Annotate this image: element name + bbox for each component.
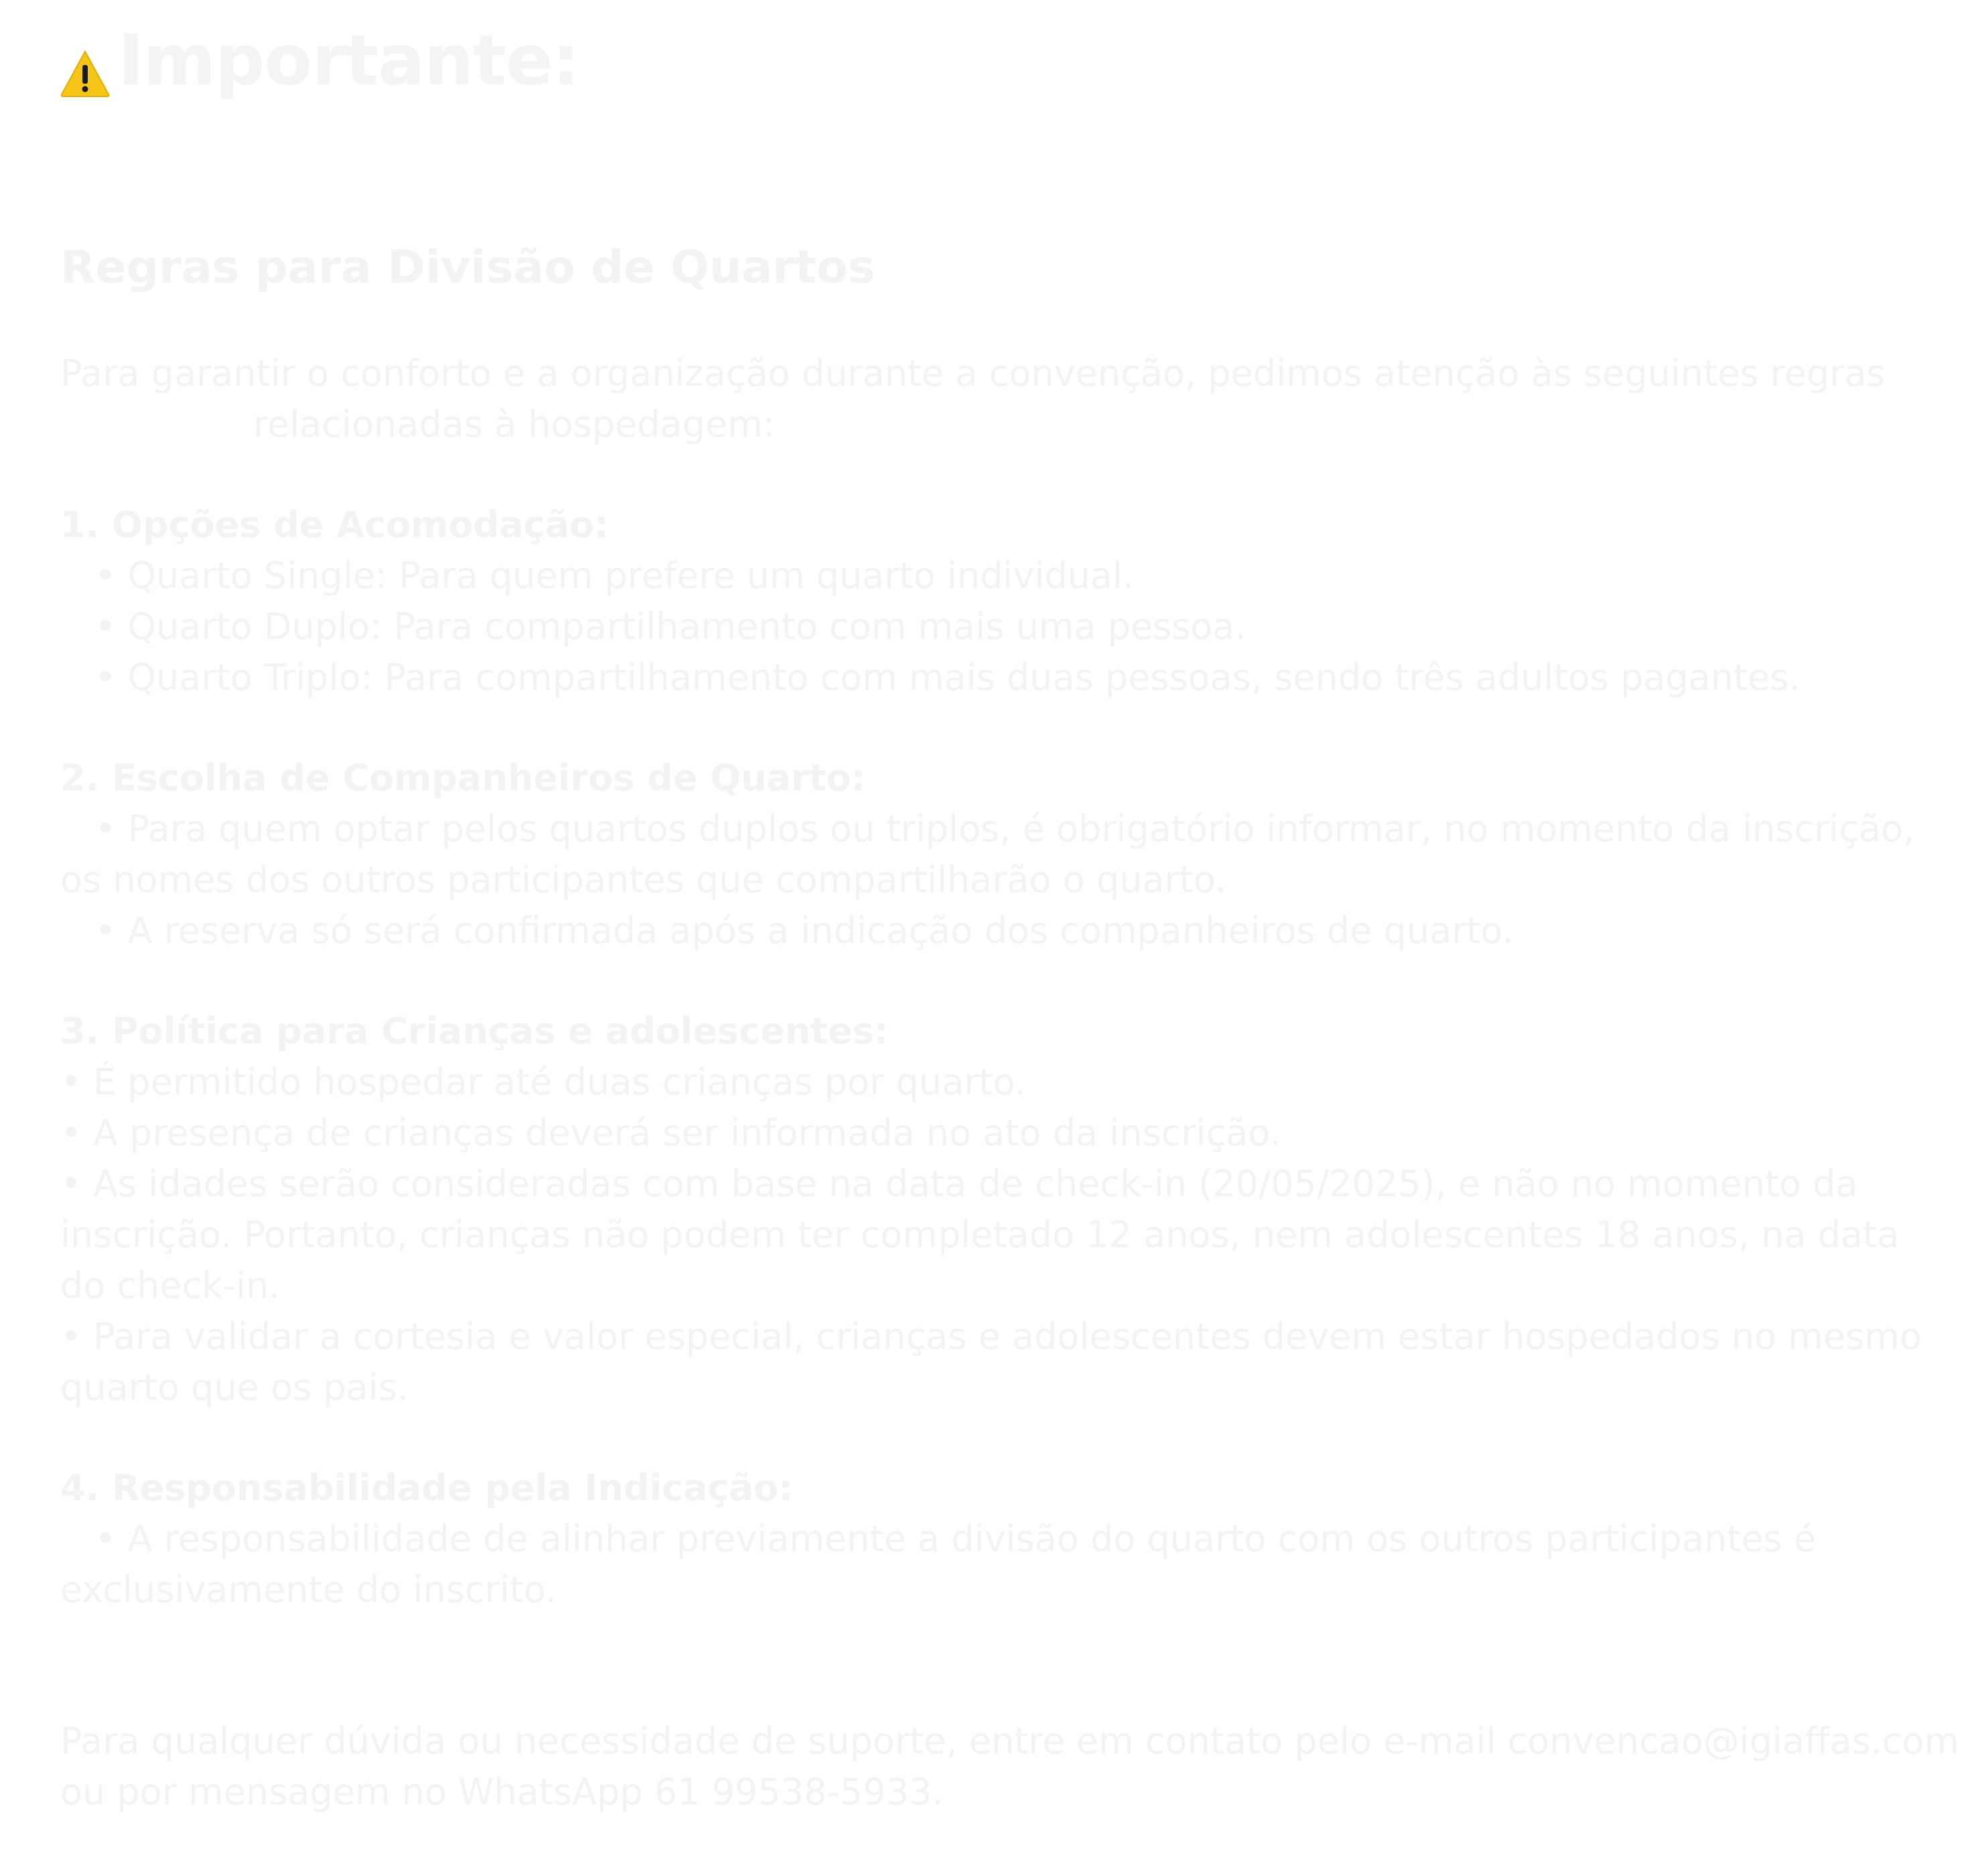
warning-icon — [60, 49, 110, 98]
list-item: • Quarto Single: Para quem prefere um quarto individual. — [60, 555, 1134, 597]
contact-line-2: ou por mensagem no WhatsApp 61 99538-5933. — [60, 1771, 944, 1813]
list-item: • Quarto Triplo: Para compartilhamento com mais duas pessoas, sendo três adultos pagantes. — [60, 656, 1800, 699]
list-item: • As idades serão consideradas com base na data de check-in (20/05/2025), e não no momento da — [60, 1163, 1858, 1205]
page-title: Importante: — [118, 19, 580, 101]
list-item: • A responsabilidade de alinhar previamente a divisão do quarto com os outros participantes é — [60, 1518, 1817, 1560]
list-item-continuation: quarto que os pais. — [60, 1366, 409, 1409]
list-item: • Para validar a cortesia e valor especial, crianças e adolescentes devem estar hospedados no mesmo — [60, 1315, 1922, 1358]
rule-3-heading: 3. Política para Crianças e adolescentes: — [60, 1010, 889, 1052]
list-item-continuation: inscrição. Portanto, crianças não podem ter completado 12 anos, nem adolescentes 18 anos, na data — [60, 1214, 1900, 1256]
document-page — [60, 0, 1963, 1813]
list-item-continuation: os nomes dos outros participantes que compartilharão o quarto. — [60, 859, 1227, 901]
intro-line-2: relacionadas à hospedagem: — [253, 403, 775, 445]
page-header — [60, 0, 1963, 121]
rule-1-heading: 1. Opções de Acomodação: — [60, 504, 609, 546]
intro-line-1: Para garantir o conforto e a organização durante a convenção, pedimos atenção às seguintes regras — [60, 352, 1886, 394]
list-item-continuation: do check-in. — [60, 1265, 281, 1307]
list-item-continuation: exclusivamente do inscrito. — [60, 1569, 557, 1611]
list-item: • A reserva só será confirmada após a indicação dos companheiros de quarto. — [60, 910, 1514, 952]
list-item: • Para quem optar pelos quartos duplos ou triplos, é obrigatório informar, no momento da inscrição, — [60, 808, 1915, 850]
contact-line-1: Para qualquer dúvida ou necessidade de suporte, entre em contato pelo e-mail convencao@igiaffas.com — [60, 1720, 1960, 1762]
list-item: • É permitido hospedar até duas crianças por quarto. — [60, 1061, 1026, 1103]
rule-4-heading: 4. Responsabilidade pela Indicação: — [60, 1467, 793, 1509]
rule-2-heading: 2. Escolha de Companheiros de Quarto: — [60, 757, 866, 799]
list-item: • Quarto Duplo: Para compartilhamento com mais uma pessoa. — [60, 605, 1247, 648]
section-title: Regras para Divisão de Quartos — [60, 241, 875, 294]
list-item: • A presença de crianças deverá ser informada no ato da inscrição. — [60, 1112, 1281, 1154]
